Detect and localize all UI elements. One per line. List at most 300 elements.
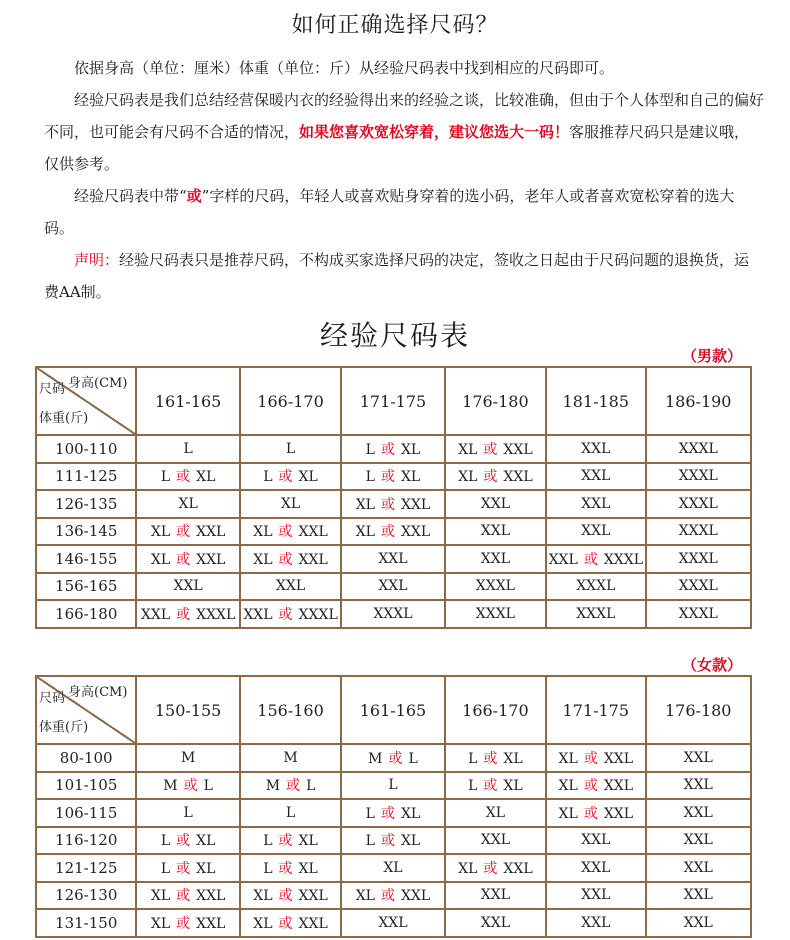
women-size-cell <box>546 882 645 910</box>
size-large: XL <box>298 469 318 486</box>
women-weight-label: 121-125 <box>36 854 136 882</box>
size-value: XXXL <box>678 468 718 485</box>
women-table-row <box>36 909 751 937</box>
size-large: XXL <box>400 496 431 513</box>
size-small: XXL <box>548 551 578 568</box>
size-value: XXL <box>378 914 408 931</box>
women-weight-label: 80-100 <box>36 744 136 772</box>
or-word: 或 <box>176 524 191 541</box>
size-large: XXL <box>196 551 226 568</box>
women-size-cell <box>136 744 239 772</box>
or-explanation-paragraph <box>44 180 764 244</box>
women-label: （女款） <box>681 656 742 674</box>
size-value: XL <box>383 859 403 876</box>
men-table-row <box>36 518 751 546</box>
women-weight-label: 131-150 <box>36 909 136 937</box>
size-value: XXXL <box>576 605 616 622</box>
men-size-cell <box>136 490 239 518</box>
or-word: 或 <box>583 805 598 822</box>
size-value: XXXL <box>475 578 515 595</box>
disclaimer-paragraph <box>44 244 764 308</box>
men-height-col-4: 181-185 <box>546 367 645 435</box>
men-weight-label: 146-155 <box>36 545 136 573</box>
or-explanation-text-1: 经验尺码表中带“ <box>74 187 187 205</box>
size-large: XL <box>400 441 421 458</box>
women-size-cell <box>240 882 341 910</box>
size-value: M <box>180 749 196 766</box>
or-word: 或 <box>380 469 395 486</box>
size-large: XXL <box>298 915 328 932</box>
women-size-cell <box>136 799 239 827</box>
size-value: XXL <box>480 914 510 931</box>
size-value: XXL <box>378 578 408 595</box>
women-size-cell <box>341 799 444 827</box>
women-size-cell <box>646 799 752 827</box>
size-value: XXL <box>683 777 713 794</box>
size-small: XL <box>253 888 273 905</box>
size-value: XXL <box>581 887 611 904</box>
corner-weight-unit: (斤) <box>65 411 89 426</box>
corner-size-label: 尺码 <box>39 382 66 397</box>
or-word: 或 <box>183 778 198 795</box>
women-weight-label: 106-115 <box>36 799 136 827</box>
or-word: 或 <box>583 551 598 568</box>
size-value: XXXL <box>678 440 718 457</box>
women-weight-label: 126-130 <box>36 882 136 910</box>
size-value: XXXL <box>678 605 718 622</box>
size-value: XXL <box>683 914 713 931</box>
women-height-col-1: 156-160 <box>240 676 341 744</box>
or-word: 或 <box>278 551 293 568</box>
size-large: XL <box>196 833 216 850</box>
men-table-row <box>36 545 751 573</box>
size-value: L <box>183 804 193 821</box>
or-word: 或 <box>483 469 498 486</box>
size-value: XXXL <box>678 550 718 567</box>
women-weight-label: 116-120 <box>36 827 136 855</box>
size-small: XL <box>253 524 273 541</box>
women-size-cell <box>240 744 341 772</box>
corner-height-unit: (CM) <box>94 685 128 700</box>
men-size-cell <box>240 573 341 601</box>
size-small: L <box>263 469 273 486</box>
corner-size-label: 尺码 <box>39 691 66 706</box>
men-table-row <box>36 490 751 518</box>
women-table-row <box>36 827 751 855</box>
women-size-cell <box>341 854 444 882</box>
size-large: XXL <box>298 888 328 905</box>
men-size-cell <box>341 600 444 628</box>
size-small: M <box>368 750 383 767</box>
size-value: XXL <box>581 495 611 512</box>
men-size-cell <box>445 518 546 546</box>
or-word: 或 <box>380 441 395 458</box>
corner-weight-unit: (斤) <box>65 720 89 735</box>
size-small: XL <box>558 750 578 767</box>
size-value: XXL <box>480 550 510 567</box>
women-size-cell <box>136 882 239 910</box>
experience-text: 经验尺码表是我们总结经营保暖内衣的经验得出来的经验之谈，比较准确，但由于个人体型和自己的偏好不同，也可能会有尺码不合适的情况， <box>44 91 765 141</box>
size-large: XXXL <box>298 606 338 623</box>
disclaimer-text: 经验尺码表只是推荐尺码，不构成买家选择尺码的决定，签收之日起由于尺码问题的退换货，运费AA制。 <box>44 251 750 301</box>
or-word: 或 <box>286 778 301 795</box>
size-large: XXL <box>603 750 634 767</box>
size-small: L <box>365 469 375 486</box>
men-size-cell <box>136 463 239 491</box>
or-word: 或 <box>176 606 191 623</box>
men-size-cell <box>646 518 752 546</box>
men-size-cell <box>646 545 752 573</box>
or-word: 或 <box>583 750 598 767</box>
size-value: XXL <box>480 523 510 540</box>
or-word: 或 <box>388 750 403 767</box>
size-large: XXXL <box>603 551 644 568</box>
women-table-row <box>36 744 751 772</box>
size-small: XXL <box>140 606 171 623</box>
size-small: L <box>160 860 171 877</box>
size-small: M <box>163 778 178 795</box>
size-value: XXL <box>581 468 611 485</box>
experience-paragraph <box>44 84 764 180</box>
size-small: XL <box>150 524 171 541</box>
or-word: 或 <box>380 496 395 513</box>
size-value: XXL <box>480 495 510 512</box>
size-small: L <box>468 750 478 767</box>
women-size-cell <box>445 882 546 910</box>
men-size-cell <box>341 463 444 491</box>
women-size-cell <box>646 772 752 800</box>
size-value: XXL <box>683 859 713 876</box>
size-value: XXL <box>275 578 306 595</box>
size-small: L <box>263 860 273 877</box>
men-size-cell <box>341 518 444 546</box>
or-word: 或 <box>380 805 395 822</box>
size-large: XXL <box>298 524 328 541</box>
size-value: L <box>388 777 398 794</box>
men-weight-label: 111-125 <box>36 463 136 491</box>
size-value: XXL <box>581 440 611 457</box>
size-large: XXL <box>298 551 328 568</box>
size-value: XL <box>485 804 506 821</box>
size-value: XXL <box>581 859 611 876</box>
size-small: XL <box>253 915 273 932</box>
size-small: XL <box>458 860 478 877</box>
men-size-cell <box>240 435 341 463</box>
or-word: 或 <box>176 833 191 850</box>
women-size-cell <box>341 744 444 772</box>
size-large: XXL <box>503 441 533 458</box>
size-small: L <box>365 441 375 458</box>
men-size-cell <box>240 518 341 546</box>
corner-height-label: 身高(CM) <box>67 685 128 700</box>
men-table-row <box>36 600 751 628</box>
men-header-row <box>36 367 751 435</box>
men-size-cell <box>646 435 752 463</box>
size-large: XL <box>503 778 523 795</box>
size-value: XXXL <box>678 495 718 512</box>
size-large: XL <box>298 833 318 850</box>
women-height-col-2: 161-165 <box>341 676 444 744</box>
or-word: 或 <box>380 524 395 541</box>
size-large: L <box>203 778 213 795</box>
size-large: XL <box>400 805 421 822</box>
size-large: XL <box>196 469 216 486</box>
men-height-col-2: 171-175 <box>341 367 444 435</box>
size-small: XL <box>150 551 171 568</box>
size-value: XXXL <box>576 578 616 595</box>
or-word: 或 <box>380 833 395 850</box>
men-size-cell <box>445 545 546 573</box>
women-size-cell <box>341 909 444 937</box>
men-size-cell <box>136 518 239 546</box>
size-small: XL <box>355 888 375 905</box>
women-size-cell <box>240 799 341 827</box>
corner-height-unit: (CM) <box>94 376 128 391</box>
size-large: XL <box>196 860 216 877</box>
size-large: XXL <box>400 524 431 541</box>
or-word: 或 <box>176 915 191 932</box>
women-size-cell <box>445 827 546 855</box>
or-word: 或 <box>278 469 293 486</box>
size-value: XXXL <box>678 523 718 540</box>
size-value: XXL <box>581 523 611 540</box>
men-size-cell <box>546 545 645 573</box>
men-size-cell <box>546 490 645 518</box>
men-size-cell <box>445 435 546 463</box>
page-title: 如何正确选择尺码？ <box>291 13 499 38</box>
or-word: 或 <box>483 860 498 877</box>
men-size-cell <box>546 573 645 601</box>
size-value: XXL <box>480 887 510 904</box>
size-large: XXL <box>196 524 226 541</box>
size-small: L <box>468 778 478 795</box>
women-size-cell <box>546 909 645 937</box>
women-size-cell <box>646 882 752 910</box>
men-label: （男款） <box>681 347 742 365</box>
men-size-cell <box>240 490 341 518</box>
men-weight-label: 100-110 <box>36 435 136 463</box>
size-value: XXL <box>378 550 408 567</box>
size-chart-title: 经验尺码表 <box>319 319 470 352</box>
or-keyword: 或 <box>186 187 202 205</box>
size-large: XXXL <box>196 606 236 623</box>
size-large: L <box>306 778 316 795</box>
women-size-cell <box>341 827 444 855</box>
size-value: XXL <box>683 749 713 766</box>
men-size-cell <box>136 573 239 601</box>
or-word: 或 <box>583 778 598 795</box>
men-size-cell <box>240 600 341 628</box>
men-table-row <box>36 435 751 463</box>
women-height-col-3: 166-170 <box>445 676 546 744</box>
men-size-cell <box>341 490 444 518</box>
men-size-cell <box>546 518 645 546</box>
men-size-cell <box>646 600 752 628</box>
or-word: 或 <box>278 833 293 850</box>
size-large: XL <box>503 750 523 767</box>
size-small: XL <box>355 524 375 541</box>
women-size-cell <box>341 882 444 910</box>
men-weight-label: 166-180 <box>36 600 136 628</box>
men-size-cell <box>341 573 444 601</box>
size-large: XXL <box>503 469 533 486</box>
or-word: 或 <box>278 888 293 905</box>
women-size-cell <box>546 827 645 855</box>
women-corner-cell <box>36 676 136 744</box>
size-large: XL <box>400 469 421 486</box>
men-height-col-1: 166-170 <box>240 367 341 435</box>
size-small: XL <box>150 888 171 905</box>
or-word: 或 <box>380 888 395 905</box>
corner-weight-label: 体重(斤) <box>39 411 89 426</box>
corner-weight-label: 体重(斤) <box>39 720 89 735</box>
size-large: XXL <box>196 915 226 932</box>
intro-paragraph <box>44 52 764 84</box>
size-small: XL <box>558 778 578 795</box>
women-height-col-0: 150-155 <box>136 676 239 744</box>
size-small: L <box>160 469 171 486</box>
women-size-cell <box>546 854 645 882</box>
men-height-col-0: 161-165 <box>136 367 239 435</box>
men-weight-label: 136-145 <box>36 518 136 546</box>
men-size-cell <box>546 463 645 491</box>
size-small: L <box>160 833 171 850</box>
men-size-cell <box>646 490 752 518</box>
or-explanation-text-2: ”字样的尺码，年轻人或喜欢贴身穿着的选小码，老年人或者喜欢宽松穿着的选大码。 <box>44 187 735 237</box>
size-value: XXXL <box>475 605 515 622</box>
women-size-cell <box>136 772 239 800</box>
size-value: L <box>285 440 296 457</box>
men-size-cell <box>136 435 239 463</box>
or-word: 或 <box>278 524 293 541</box>
women-size-cell <box>546 772 645 800</box>
men-table-row <box>36 573 751 601</box>
women-size-cell <box>646 827 752 855</box>
women-height-col-4: 171-175 <box>546 676 645 744</box>
size-value: XXL <box>480 832 510 849</box>
size-large: XXL <box>503 860 533 877</box>
size-small: XL <box>558 805 578 822</box>
men-size-cell <box>445 490 546 518</box>
men-size-cell <box>546 600 645 628</box>
size-value: XXL <box>683 887 713 904</box>
size-value: M <box>283 749 298 766</box>
or-word: 或 <box>483 441 498 458</box>
or-word: 或 <box>483 778 498 795</box>
men-size-cell <box>646 573 752 601</box>
men-size-cell <box>445 600 546 628</box>
size-value: XL <box>178 495 198 512</box>
women-table-row <box>36 772 751 800</box>
size-small: XL <box>253 551 273 568</box>
size-large: L <box>408 750 418 767</box>
size-large: XXL <box>603 805 634 822</box>
women-size-cell <box>546 744 645 772</box>
or-word: 或 <box>176 888 191 905</box>
size-value: XL <box>280 495 301 512</box>
size-small: XL <box>355 496 375 513</box>
women-size-cell <box>240 772 341 800</box>
men-size-cell <box>341 545 444 573</box>
women-size-cell <box>445 799 546 827</box>
size-value: L <box>285 804 296 821</box>
size-small: XXL <box>243 606 273 623</box>
women-size-cell <box>136 827 239 855</box>
women-size-cell <box>240 854 341 882</box>
women-size-cell <box>646 854 752 882</box>
or-word: 或 <box>483 750 498 767</box>
women-size-cell <box>546 799 645 827</box>
size-value: XXL <box>683 832 713 849</box>
men-weight-label: 156-165 <box>36 573 136 601</box>
size-value: XXXL <box>373 605 413 622</box>
men-size-cell <box>445 573 546 601</box>
men-size-table <box>35 366 752 629</box>
or-word: 或 <box>278 606 293 623</box>
size-value: XXL <box>683 804 713 821</box>
or-word: 或 <box>278 860 293 877</box>
size-large: XXL <box>196 888 226 905</box>
women-size-cell <box>445 854 546 882</box>
women-table-row <box>36 799 751 827</box>
or-word: 或 <box>176 551 191 568</box>
women-height-col-5: 176-180 <box>646 676 752 744</box>
size-value: XXL <box>173 578 203 595</box>
women-size-cell <box>240 909 341 937</box>
men-table-row <box>36 463 751 491</box>
women-size-cell <box>445 909 546 937</box>
size-large: XL <box>298 860 318 877</box>
men-size-cell <box>240 463 341 491</box>
size-small: XL <box>150 915 171 932</box>
men-size-cell <box>136 600 239 628</box>
size-value: XXXL <box>678 578 718 595</box>
size-large: XXL <box>603 778 634 795</box>
men-height-col-3: 176-180 <box>445 367 546 435</box>
women-size-cell <box>240 827 341 855</box>
women-size-cell <box>136 909 239 937</box>
women-size-table <box>35 675 752 938</box>
size-small: XL <box>458 469 478 486</box>
men-size-cell <box>240 545 341 573</box>
size-small: L <box>365 805 375 822</box>
women-size-cell <box>136 854 239 882</box>
size-small: XL <box>458 441 478 458</box>
larger-size-tip: 如果您喜欢宽松穿着，建议您选大一码！ <box>299 123 570 141</box>
men-height-col-5: 186-190 <box>646 367 752 435</box>
women-size-cell <box>445 744 546 772</box>
women-size-cell <box>646 909 752 937</box>
men-size-cell <box>646 463 752 491</box>
advice-note: 客服推荐尺码只是建议哦，仅供参考。 <box>44 123 750 173</box>
size-value: XXL <box>581 832 611 849</box>
size-large: XL <box>400 833 421 850</box>
size-small: M <box>265 778 281 795</box>
women-table-row <box>36 882 751 910</box>
intro-text: 依据身高（单位：厘米）体重（单位：斤）从经验尺码表中找到相应的尺码即可。 <box>74 59 615 77</box>
size-large: XXL <box>400 888 431 905</box>
disclaimer-label: 声明： <box>74 251 120 269</box>
women-header-row <box>36 676 751 744</box>
or-word: 或 <box>176 469 191 486</box>
men-corner-cell <box>36 367 136 435</box>
women-size-cell <box>341 772 444 800</box>
size-small: L <box>365 833 375 850</box>
women-size-cell <box>445 772 546 800</box>
women-weight-label: 101-105 <box>36 772 136 800</box>
or-word: 或 <box>176 860 191 877</box>
or-word: 或 <box>278 915 293 932</box>
